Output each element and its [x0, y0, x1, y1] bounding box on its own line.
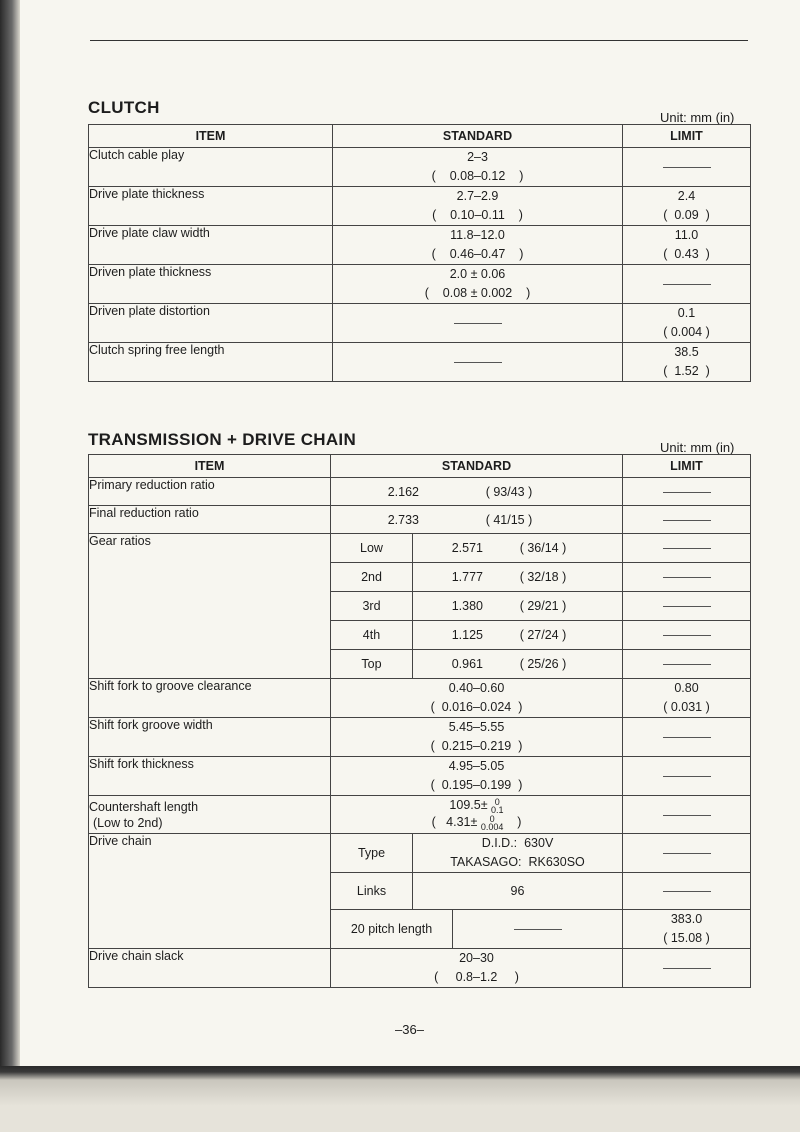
header-standard: STANDARD [333, 125, 623, 148]
standard-cell [333, 343, 623, 382]
gear-ratio-cell: 1.777 ( 32/18 ) [413, 563, 623, 592]
table-row [89, 718, 751, 757]
clutch-title: CLUTCH [88, 98, 160, 117]
dash [454, 362, 502, 363]
gear-name-cell: 2nd [331, 563, 413, 592]
chain-type-label: Type [331, 834, 413, 873]
header-item: ITEM [89, 455, 331, 478]
item-cell: Clutch spring free length [89, 343, 333, 382]
item-cell: Drive plate thickness [89, 187, 333, 226]
clutch-header-row [89, 125, 751, 148]
dash [663, 664, 711, 665]
clutch-unit: Unit: mm (in) [660, 110, 735, 125]
dash [663, 891, 711, 892]
item-cell: Clutch cable play [89, 148, 333, 187]
transmission-header-row [89, 455, 751, 478]
gear-name-cell: Top [331, 650, 413, 679]
book-spine [0, 0, 20, 1132]
table-row [89, 304, 751, 343]
item-cell: Drive chain [89, 834, 331, 949]
limit-cell [623, 834, 751, 873]
table-row [89, 478, 751, 506]
dash [663, 284, 711, 285]
gear-name-cell: Low [331, 534, 413, 563]
gear-ratio-cell: 0.961 ( 25/26 ) [413, 650, 623, 679]
table-row [89, 949, 751, 988]
limit-cell [623, 949, 751, 988]
standard-cell: 5.45–5.55 ( 0.215–0.219 ) [331, 718, 623, 757]
dash [514, 929, 562, 930]
dash [663, 492, 711, 493]
dash [663, 776, 711, 777]
dash [663, 606, 711, 607]
limit-cell: 11.0 ( 0.43 ) [623, 226, 751, 265]
limit-cell: 383.0 ( 15.08 ) [623, 910, 751, 949]
limit-cell [623, 506, 751, 534]
gear-ratio-cell: 1.380 ( 29/21 ) [413, 592, 623, 621]
limit-cell [623, 718, 751, 757]
limit-cell [623, 621, 751, 650]
chain-links-label: Links [331, 873, 413, 910]
table-row [89, 226, 751, 265]
dash [663, 968, 711, 969]
transmission-unit: Unit: mm (in) [660, 440, 735, 455]
table-row [89, 834, 751, 873]
table-row [89, 796, 751, 834]
page-number: –36– [395, 1022, 424, 1037]
header-standard: STANDARD [331, 455, 623, 478]
dash [663, 548, 711, 549]
limit-cell: 0.80 ( 0.031 ) [623, 679, 751, 718]
chain-pitch-standard [453, 910, 623, 949]
item-cell: Driven plate thickness [89, 265, 333, 304]
table-row [89, 265, 751, 304]
gear-name-cell: 3rd [331, 592, 413, 621]
limit-cell: 0.1 ( 0.004 ) [623, 304, 751, 343]
item-cell: Primary reduction ratio [89, 478, 331, 506]
standard-cell: 20–30 ( 0.8–1.2 ) [331, 949, 623, 988]
chain-links-value: 96 [413, 873, 623, 910]
limit-cell [623, 265, 751, 304]
gear-name-cell: 4th [331, 621, 413, 650]
limit-cell [623, 563, 751, 592]
header-item: ITEM [89, 125, 333, 148]
item-cell: Shift fork to groove clearance [89, 679, 331, 718]
dash [663, 577, 711, 578]
standard-cell: 2–3 ( 0.08–0.12 ) [333, 148, 623, 187]
limit-cell [623, 478, 751, 506]
item-cell: Gear ratios [89, 534, 331, 679]
table-row [89, 148, 751, 187]
limit-cell [623, 534, 751, 563]
item-cell: Shift fork groove width [89, 718, 331, 757]
header-limit: LIMIT [623, 125, 751, 148]
standard-cell: 0.40–0.60 ( 0.016–0.024 ) [331, 679, 623, 718]
limit-cell [623, 796, 751, 834]
standard-cell: 2.733 ( 41/15 ) [331, 506, 623, 534]
item-cell: Drive chain slack [89, 949, 331, 988]
item-cell: Final reduction ratio [89, 506, 331, 534]
standard-cell: 2.7–2.9 ( 0.10–0.11 ) [333, 187, 623, 226]
standard-cell: 2.0 ± 0.06 ( 0.08 ± 0.002 ) [333, 265, 623, 304]
transmission-table [88, 454, 751, 988]
standard-cell [333, 304, 623, 343]
standard-cell: 4.95–5.05 ( 0.195–0.199 ) [331, 757, 623, 796]
gear-ratio-cell: 1.125 ( 27/24 ) [413, 621, 623, 650]
dash [663, 167, 711, 168]
limit-cell [623, 650, 751, 679]
gear-ratio-cell: 2.571 ( 36/14 ) [413, 534, 623, 563]
dash [663, 853, 711, 854]
table-row [89, 534, 751, 563]
limit-cell [623, 757, 751, 796]
header-limit: LIMIT [623, 455, 751, 478]
standard-cell: 2.162 ( 93/43 ) [331, 478, 623, 506]
scanner-edge [0, 1066, 800, 1132]
limit-cell: 2.4 ( 0.09 ) [623, 187, 751, 226]
dash [663, 737, 711, 738]
transmission-title: TRANSMISSION + DRIVE CHAIN [88, 430, 357, 449]
item-cell: Driven plate distortion [89, 304, 333, 343]
limit-cell [623, 148, 751, 187]
dash [663, 520, 711, 521]
item-cell: Drive plate claw width [89, 226, 333, 265]
standard-cell: 11.8–12.0 ( 0.46–0.47 ) [333, 226, 623, 265]
limit-cell: 38.5 ( 1.52 ) [623, 343, 751, 382]
dash [454, 323, 502, 324]
table-row [89, 187, 751, 226]
table-row [89, 757, 751, 796]
limit-cell [623, 873, 751, 910]
item-cell: Shift fork thickness [89, 757, 331, 796]
table-row [89, 679, 751, 718]
dash [663, 815, 711, 816]
header-rule [90, 40, 748, 41]
clutch-table [88, 124, 751, 382]
dash [663, 635, 711, 636]
item-cell: Countershaft length (Low to 2nd) [89, 796, 331, 834]
limit-cell [623, 592, 751, 621]
table-row [89, 343, 751, 382]
table-row [89, 506, 751, 534]
chain-type-value: D.I.D.: 630V TAKASAGO: RK630SO [413, 834, 623, 873]
chain-pitch-label: 20 pitch length [331, 910, 453, 949]
standard-cell: 109.5± 0 0.1 ( 4.31± 0 0.004 ) [331, 796, 623, 834]
